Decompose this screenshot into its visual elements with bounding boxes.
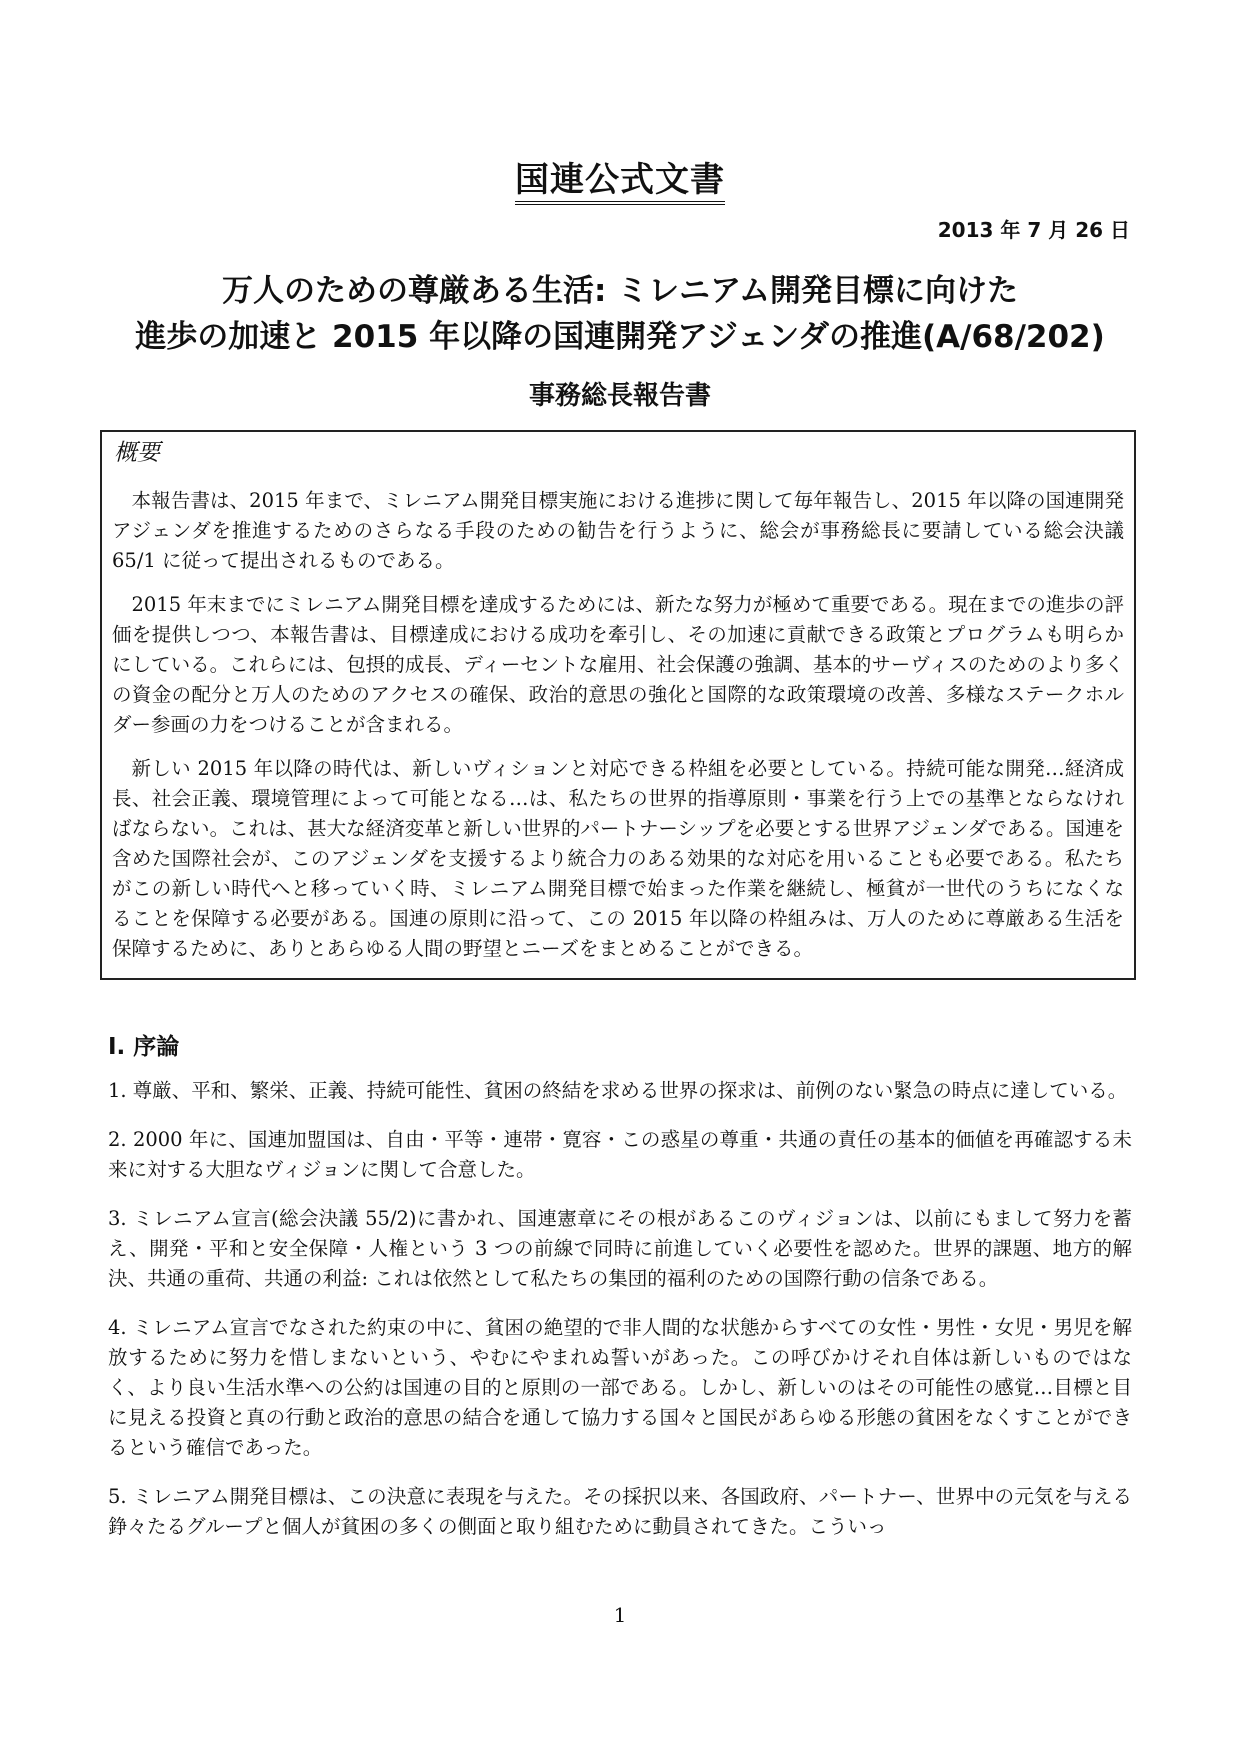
page-number: 1 [613,1603,627,1627]
summary-paragraph: 新しい 2015 年以降の時代は、新しいヴィションと対応できる枠組を必要としている。持続可能な開発…経済成長、社会正義、環境管理によって可能となる…は、私たちの世界的指導原則・事業を行う上での基準とならなければならない。これは、甚大な経済変革と新しい世界的パートナーシップを必要とする世界アジェンダである。国連を含めた国際社会が、このアジェンダを支援するより統合力のある効果的な対応を用いることも必要である。私たちがこの新しい時代へと移っていく時、ミレニアム開発目標で始まった作業を継続し、極貧が一世代のうちになくなることを保障する必要がある。国連の原則に沿って、この 2015 年以降の枠組みは、万人のために尊厳ある生活を保障するために、ありとあらゆる人間の野望とニーズをまとめることができる。 [112,757,1124,960]
body-paragraph: 1. 尊厳、平和、繁栄、正義、持続可能性、貧困の終結を求める世界の探求は、前例のない緊急の時点に達している。 [108,1079,1128,1102]
body-paragraph: 3. ミレニアム宣言(総会決議 55/2)に書かれ、国連憲章にその根があるこのヴィジョンは、以前にもまして努力を蓄え、開発・平和と安全保障・人権という 3 つの前線で同時に前進していく必要性を認めた。世界的課題、地方的解決、共通の重荷、共通の利益: これは依然として私たちの集団的福利のための国際行動の信条である。 [108,1207,1132,1290]
title-line-2: 進歩の加速と 2015 年以降の国連開発アジェンダの推進(A/68/202) [135,319,1105,355]
document-subtitle: 事務総長報告書 [528,381,711,411]
document-header [0,152,1240,201]
summary-paragraph: 本報告書は、2015 年まで、ミレニアム開発目標実施における進捗に関して毎年報告し、2015 年以降の国連開発アジェンダを推進するためのさらなる手段のための勧告を行うように、総会が事務総長に要請している総会決議 65/1 に従って提出されるものである。 [112,489,1124,572]
summary-paragraph: 2015 年末までにミレニアム開発目標を達成するためには、新たな努力が極めて重要である。現在までの進歩の評価を提供しつつ、本報告書は、目標達成における成功を牽引し、その加速に貢献できる政策とプログラムも明らかにしている。これらには、包摂的成長、ディーセントな雇用、社会保護の強調、基本的サーヴィスのためのより多くの資金の配分と万人のためのアクセスの確保、政治的意思の強化と国際的な政策環境の改善、多様なステークホルダー参画の力をつけることが含まれる。 [112,593,1124,736]
summary-heading: 概要 [114,440,160,466]
summary-box [100,430,1136,980]
section-heading: I. 序論 [108,1034,180,1060]
document-title [0,268,1240,360]
header-title: 国連公式文書 [515,160,725,205]
document-date: 2013 年 7 月 26 日 [937,218,1130,242]
title-line-1: 万人のための尊厳ある生活: ミレニアム開発目標に向けた [221,273,1019,309]
body-paragraph: 4. ミレニアム宣言でなされた約束の中に、貧困の絶望的で非人間的な状態からすべての女性・男性・女児・男児を解放するために努力を惜しまないという、やむにやまれぬ誓いがあった。この呼びかけそれ自体は新しいものではなく、より良い生活水準への公約は国連の目的と原則の一部である。しかし、新しいのはその可能性の感覚…目標と目に見える投資と真の行動と政治的意思の結合を通して協力する国々と国民があらゆる形態の貧困をなくすことができるという確信であった。 [108,1316,1132,1459]
body-paragraph: 5. ミレニアム開発目標は、この決意に表現を与えた。その採択以来、各国政府、パートナー、世界中の元気を与える錚々たるグループと個人が貧困の多くの側面と取り組むために動員されてきた。こういっ [108,1485,1132,1538]
section-body [108,1076,1132,1561]
body-paragraph: 2. 2000 年に、国連加盟国は、自由・平等・連帯・寛容・この惑星の尊重・共通の責任の基本的価値を再確認する未来に対する大胆なヴィジョンに関して合意した。 [108,1128,1132,1181]
